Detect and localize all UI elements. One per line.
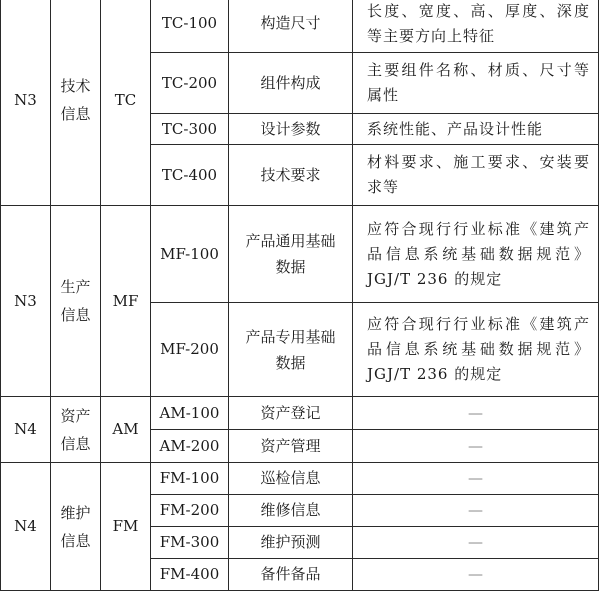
group-name-line: 资产 [60, 406, 91, 425]
item-line: 产品专用基础 [245, 327, 336, 346]
item-cell: 资产管理 [229, 430, 353, 463]
desc-cell: 系统性能、产品设计性能 [353, 114, 599, 145]
level-cell: N4 [1, 463, 51, 591]
group-name-cell [51, 0, 101, 206]
desc-cell: 应符合现行行业标准《建筑产品信息系统基础数据规范》JGJ/T 236 的规定 [353, 206, 599, 303]
code-cell: MF-100 [151, 206, 229, 303]
item-cell: 维修信息 [229, 495, 353, 527]
group-name-cell [51, 397, 101, 463]
item-cell: 组件构成 [229, 53, 353, 114]
desc-cell: 材料要求、施工要求、安装要求等 [353, 145, 599, 206]
code-cell: FM-100 [151, 463, 229, 495]
table-row [1, 397, 599, 430]
table-row [1, 0, 599, 53]
item-line: 产品通用基础 [245, 232, 336, 250]
code-cell: AM-200 [151, 430, 229, 463]
code-cell: AM-100 [151, 397, 229, 430]
group-name-line: 维护 [60, 503, 91, 522]
group-code-cell: TC [101, 0, 151, 206]
code-cell: TC-400 [151, 145, 229, 206]
group-code-cell: AM [101, 397, 151, 463]
code-cell: MF-200 [151, 303, 229, 397]
item-cell: 设计参数 [229, 114, 353, 145]
level-cell: N3 [1, 0, 51, 206]
item-cell: 巡检信息 [229, 463, 353, 495]
group-name-cell [51, 463, 101, 591]
desc-cell: 长度、宽度、高、厚度、深度等主要方向上特征 [353, 0, 599, 53]
code-cell: FM-300 [151, 527, 229, 559]
desc-cell: — [353, 495, 599, 527]
group-name-line: 信息 [60, 306, 91, 324]
item-line: 数据 [275, 258, 306, 276]
level-cell: N3 [1, 206, 51, 397]
table-row [1, 206, 599, 303]
group-name-line: 信息 [60, 105, 91, 123]
desc-cell: — [353, 559, 599, 591]
item-cell: 构造尺寸 [229, 0, 353, 53]
desc-cell: — [353, 397, 599, 430]
code-cell: FM-400 [151, 559, 229, 591]
code-cell: TC-200 [151, 53, 229, 114]
group-name-line: 生产 [60, 278, 91, 296]
item-line: 数据 [275, 353, 306, 372]
group-name-cell [51, 206, 101, 397]
item-cell: 备件备品 [229, 559, 353, 591]
item-cell: 维护预测 [229, 527, 353, 559]
desc-cell: 应符合现行行业标准《建筑产品信息系统基础数据规范》JGJ/T 236 的规定 [353, 303, 599, 397]
item-cell [229, 206, 353, 303]
group-name-line: 信息 [60, 531, 91, 550]
group-name-line: 技术 [60, 77, 91, 95]
table-row [1, 463, 599, 495]
item-cell [229, 303, 353, 397]
item-cell: 资产登记 [229, 397, 353, 430]
code-cell: TC-300 [151, 114, 229, 145]
desc-cell: — [353, 430, 599, 463]
group-code-cell: MF [101, 206, 151, 397]
item-cell: 技术要求 [229, 145, 353, 206]
group-name-line: 信息 [60, 434, 91, 453]
desc-cell: — [353, 527, 599, 559]
level-cell: N4 [1, 397, 51, 463]
desc-cell: — [353, 463, 599, 495]
group-code-cell: FM [101, 463, 151, 591]
code-cell: FM-200 [151, 495, 229, 527]
code-cell: TC-100 [151, 0, 229, 53]
desc-cell: 主要组件名称、材质、尺寸等属性 [353, 53, 599, 114]
